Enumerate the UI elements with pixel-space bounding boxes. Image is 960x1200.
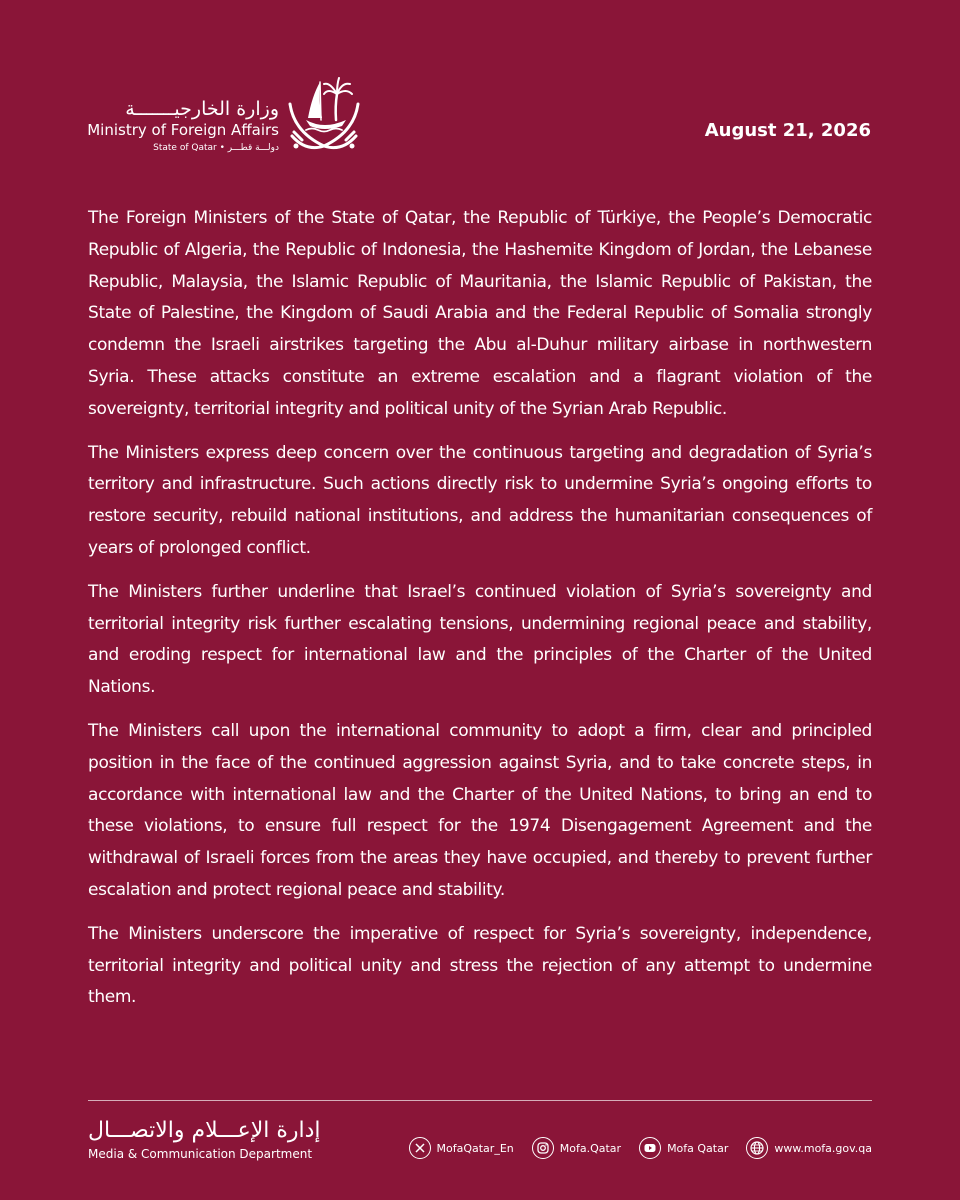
social-link-x[interactable] [409, 1137, 514, 1159]
social-label-youtube: Mofa Qatar [667, 1141, 729, 1155]
social-link-instagram[interactable] [532, 1137, 621, 1159]
qatar-emblem-icon [284, 74, 364, 156]
department-arabic-name: إدارة الإعـــلام والاتصـــال [88, 1118, 321, 1143]
instagram-icon [532, 1137, 554, 1159]
header [0, 0, 960, 180]
footer-divider [88, 1100, 872, 1101]
social-links [409, 1135, 872, 1161]
social-link-website[interactable] [746, 1137, 872, 1159]
statement-body [88, 203, 872, 1026]
social-label-instagram: Mofa.Qatar [559, 1141, 622, 1155]
social-label-x: MofaQatar_En [436, 1141, 514, 1155]
x-icon [409, 1137, 431, 1159]
logo-arabic-name: وزارة الخارجيـــــــة [125, 98, 279, 120]
ministry-logo-text [87, 98, 279, 154]
statement-paragraph-1: The Foreign Ministers of the State of Qatar, the Republic of Türkiye, the People’s Democratic Republic of Algeria, the Republic of Indonesia, the Hashemite Kingdom of Jordan, the Lebanese Republic, Malaysia, the Islamic Republic of Mauritania, the Islamic Republic of Pakistan, the State of Palestine, the Kingdom of Saudi Arabia and the Federal Republic of Somalia strongly condemn the Israeli airstrikes targeting the Abu al-Duhur military airbase in northwestern Syria. These attacks constitute an extreme escalation and a flagrant violation of the sovereignty, territorial integrity and political unity of the Syrian Arab Republic. [88, 208, 872, 419]
social-link-youtube[interactable] [639, 1137, 728, 1159]
globe-icon [746, 1137, 768, 1159]
statement-paragraph-2: The Ministers express deep concern over the continuous targeting and degradation of Syria’s territory and infrastructure. Such actions directly risk to undermine Syria’s ongoing efforts to restore security, rebuild national institutions, and address the humanitarian consequences of years of prolonged conflict. [88, 442, 872, 558]
department-english-name: Media & Communication Department [88, 1147, 313, 1161]
social-label-website: www.mofa.gov.qa [774, 1141, 872, 1155]
logo-subline: State of Qatar • دولـــة قطـــر [153, 143, 279, 153]
statement-paragraph-4: The Ministers call upon the international community to adopt a firm, clear and principled position in the face of the continued aggression against Syria, and to take concrete steps, in accordance with international law and the Charter of the United Nations, to bring an end to these violations, to ensure full respect for the 1974 Disengagement Agreement and the withdrawal of Israeli forces from the areas they have occupied, and thereby to prevent further escalation and protect regional peace and stability. [88, 720, 872, 900]
statement-paragraph-3: The Ministers further underline that Israel’s continued violation of Syria’s sovereignty and territorial integrity risk further escalating tensions, undermining regional peace and stability, and eroding respect for international law and the principles of the Charter of the United Nations. [88, 581, 872, 698]
statement-date: August 21, 2026 [704, 120, 871, 141]
youtube-icon [639, 1137, 661, 1159]
department-logo [88, 1118, 321, 1162]
statement-paragraph-5: The Ministers underscore the imperative of respect for Syria’s sovereignty, independence, territorial integrity and political unity and stress the rejection of any attempt to undermine them. [88, 923, 872, 1008]
logo-english-name: Ministry of Foreign Affairs [87, 121, 279, 139]
